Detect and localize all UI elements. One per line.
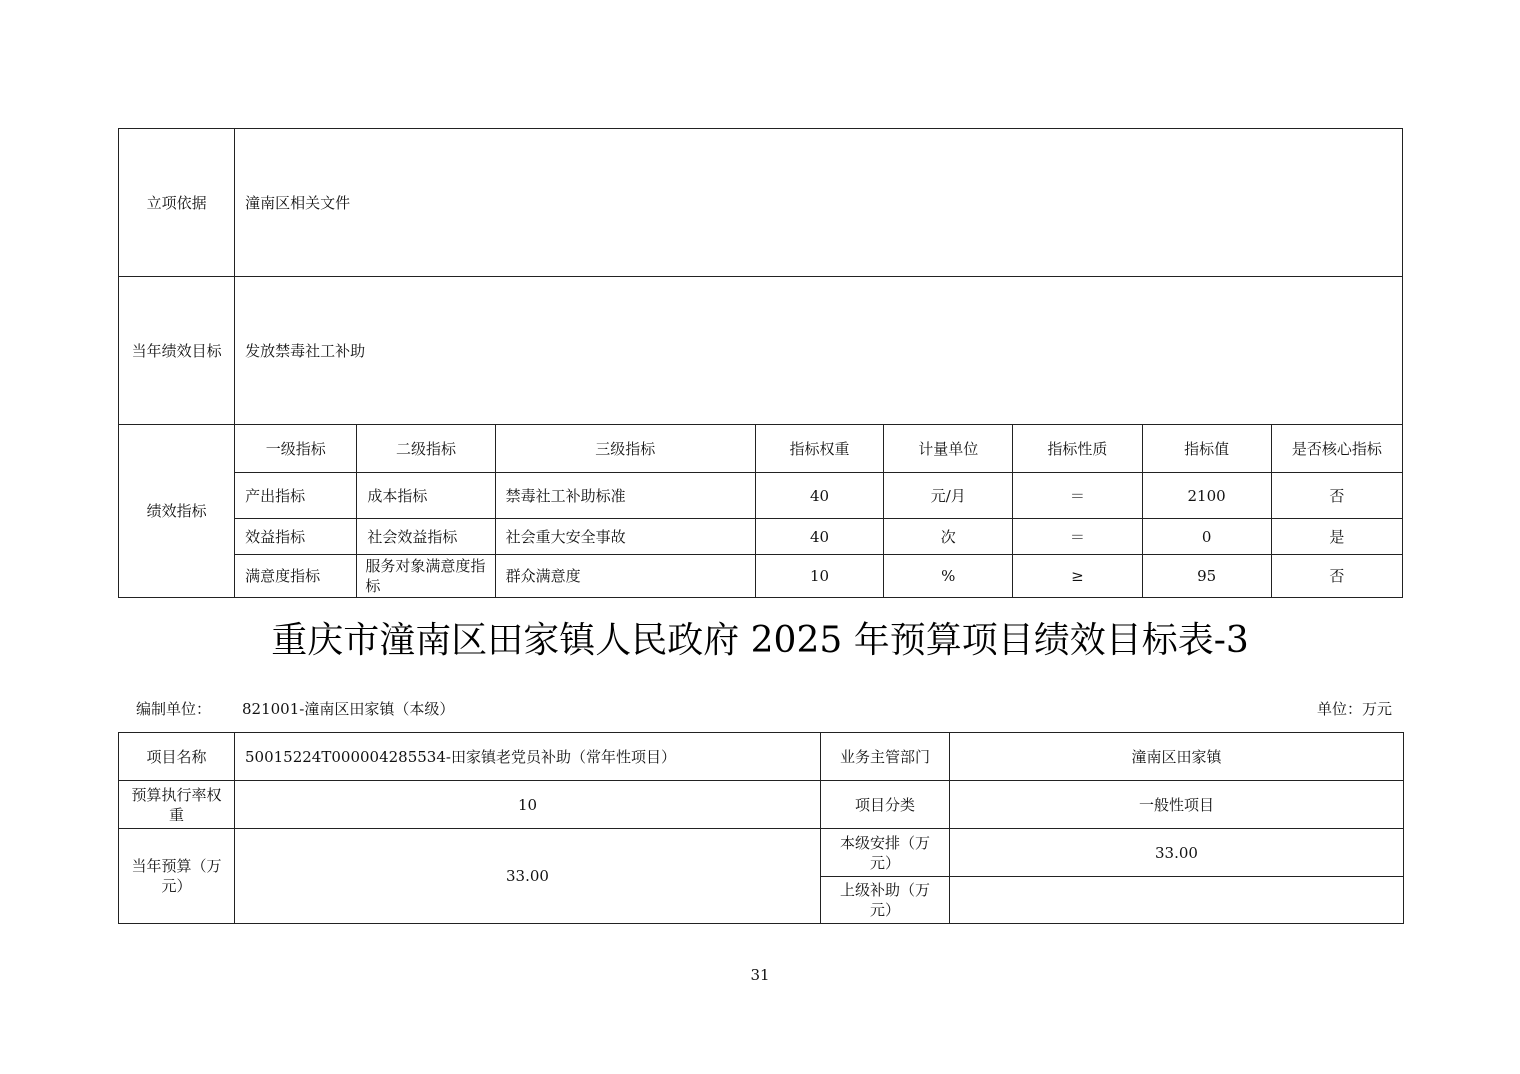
local-label: 本级安排（万元） <box>821 829 950 877</box>
nature-cell: ≥ <box>1013 555 1142 598</box>
exec-rate-value: 10 <box>235 781 821 829</box>
level1-cell: 效益指标 <box>235 519 357 555</box>
header-cell: 指标权重 <box>755 425 883 473</box>
nature-cell: ＝ <box>1013 519 1142 555</box>
level3-cell: 群众满意度 <box>495 555 755 598</box>
nature-cell: ＝ <box>1013 473 1142 519</box>
goal-value: 发放禁毒社工补助 <box>235 277 1403 425</box>
unit-cell: 元/月 <box>884 473 1013 519</box>
currency-unit: 单位：万元 <box>1316 700 1392 718</box>
compiling-unit-value: 821001-潼南区田家镇（本级） <box>242 700 455 718</box>
upper-label: 上级补助（万元） <box>821 877 950 924</box>
level2-cell: 成本指标 <box>357 473 495 519</box>
project-name-value: 50015224T000004285534-田家镇老党员补助（常年性项目） <box>235 733 821 781</box>
table-row <box>119 519 1403 555</box>
level2-cell: 社会效益指标 <box>357 519 495 555</box>
header-cell: 一级指标 <box>235 425 357 473</box>
unit-cell: % <box>884 555 1013 598</box>
level2-cell: 服务对象满意度指标 <box>357 555 495 598</box>
level1-cell: 产出指标 <box>235 473 357 519</box>
header-cell: 计量单位 <box>884 425 1013 473</box>
category-value: 一般性项目 <box>950 781 1404 829</box>
compiling-unit-label: 编制单位： <box>136 700 212 718</box>
basis-label: 立项依据 <box>119 129 235 277</box>
page-title: 重庆市潼南区田家镇人民政府 2025 年预算项目绩效目标表-3 <box>271 620 1249 661</box>
level1-cell: 满意度指标 <box>235 555 357 598</box>
table-row <box>119 555 1403 598</box>
header-cell: 是否核心指标 <box>1271 425 1402 473</box>
dept-label: 业务主管部门 <box>821 733 950 781</box>
compiling-unit <box>136 698 454 719</box>
header-cell: 二级指标 <box>357 425 495 473</box>
performance-table <box>118 128 1403 598</box>
core-cell: 是 <box>1271 519 1402 555</box>
core-cell: 否 <box>1271 555 1402 598</box>
core-cell: 否 <box>1271 473 1402 519</box>
weight-cell: 10 <box>755 555 883 598</box>
indicators-label: 绩效指标 <box>119 425 235 598</box>
exec-rate-label: 预算执行率权重 <box>119 781 235 829</box>
header-cell: 三级指标 <box>495 425 755 473</box>
project-table <box>118 732 1404 924</box>
basis-value: 潼南区相关文件 <box>235 129 1403 277</box>
budget-value: 33.00 <box>235 829 821 924</box>
level3-cell: 禁毒社工补助标准 <box>495 473 755 519</box>
project-name-label: 项目名称 <box>119 733 235 781</box>
local-value: 33.00 <box>950 829 1404 877</box>
dept-value: 潼南区田家镇 <box>950 733 1404 781</box>
weight-cell: 40 <box>755 519 883 555</box>
header-cell: 指标值 <box>1142 425 1271 473</box>
category-label: 项目分类 <box>821 781 950 829</box>
page-number: 31 <box>750 966 770 984</box>
unit-cell: 次 <box>884 519 1013 555</box>
value-cell: 95 <box>1142 555 1271 598</box>
value-cell: 2100 <box>1142 473 1271 519</box>
table-row <box>119 473 1403 519</box>
budget-label: 当年预算（万元） <box>119 829 235 924</box>
value-cell: 0 <box>1142 519 1271 555</box>
goal-label: 当年绩效目标 <box>119 277 235 425</box>
upper-value <box>950 877 1404 924</box>
level3-cell: 社会重大安全事故 <box>495 519 755 555</box>
weight-cell: 40 <box>755 473 883 519</box>
header-cell: 指标性质 <box>1013 425 1142 473</box>
